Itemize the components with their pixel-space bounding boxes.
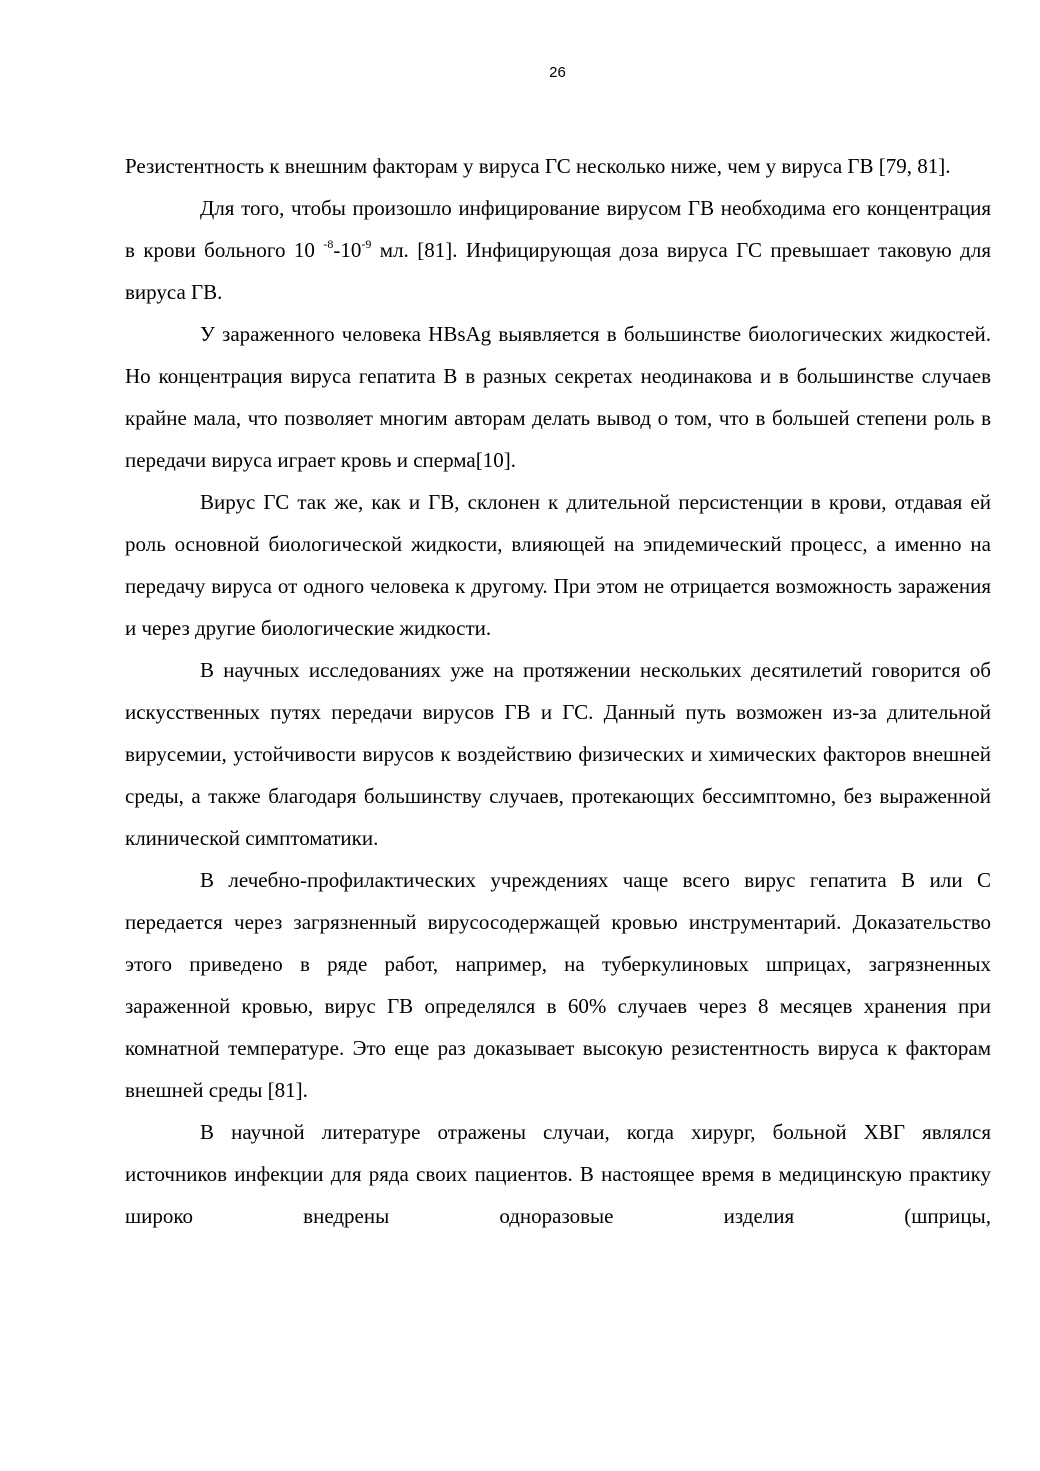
paragraph-3: У зараженного человека HBsAg выявляется в большинстве биологических жидкостей. Но концентрация вируса гепатита В в разных секретах неодинакова и в большинстве случаев крайне мала, что позволяет многим авторам делать вывод о том, что в большей степени роль в передачи вируса играет кровь и сперма[10]. [125,322,991,472]
paragraph-2 [125,187,991,313]
paragraph-5: В научных исследованиях уже на протяжении нескольких десятилетий говорится об искусственных путях передачи вирусов ГВ и ГС. Данный путь возможен из-за длительной вирусемии, устойчивости вирусов к воздействию физических и химических факторов внешней среды, а также благодаря большинству случаев, протекающих бессимптомно, без выраженной клинической симптоматики. [125,658,991,850]
paragraph-4: Вирус ГС так же, как и ГВ, склонен к длительной персистенции в крови, отдавая ей роль основной биологической жидкости, влияющей на эпидемический процесс, а именно на передачу вируса от одного человека к другому. При этом не отрицается возможность заражения и через другие биологические жидкости. [125,490,991,640]
paragraph-2-part-1: Для того, чтобы произошло инфицирование вирусом ГВ необходима его концентрация в крови больного 10 [125,196,991,262]
exponent-2: -9 [361,237,372,251]
page-number: 26 [549,64,566,81]
paragraph-6: В лечебно-профилактических учреждениях чаще всего вирус гепатита В или С передается через загрязненный вирусосодержащей кровью инструментарий. Доказательство этого приведено в ряде работ, например, на туберкулиновых шприцах, загрязненных зараженной кровью, вирус ГВ определялся в 60% случаев через 8 месяцев хранения при комнатной температуре. Это еще раз доказывает высокую резистентность вируса к факторам внешней среды [81]. [125,868,991,1102]
paragraph-7: В научной литературе отражены случаи, когда хирург, больной ХВГ являлся источников инфекции для ряда своих пациентов. В настоящее время в медицинскую практику широко внедрены одноразовые изделия (шприцы, [125,1120,991,1228]
body-text [125,145,991,1237]
exponent-1: -8 [323,237,334,251]
paragraph-2-part-2: -10 [333,238,362,262]
paragraph-2-part-3: мл. [81]. Инфицирующая доза вируса ГС превышает таковую для вируса ГВ. [125,238,991,304]
paragraph-1: Резистентность к внешним факторам у вируса ГС несколько ниже, чем у вируса ГВ [79, 81]. [125,154,951,178]
